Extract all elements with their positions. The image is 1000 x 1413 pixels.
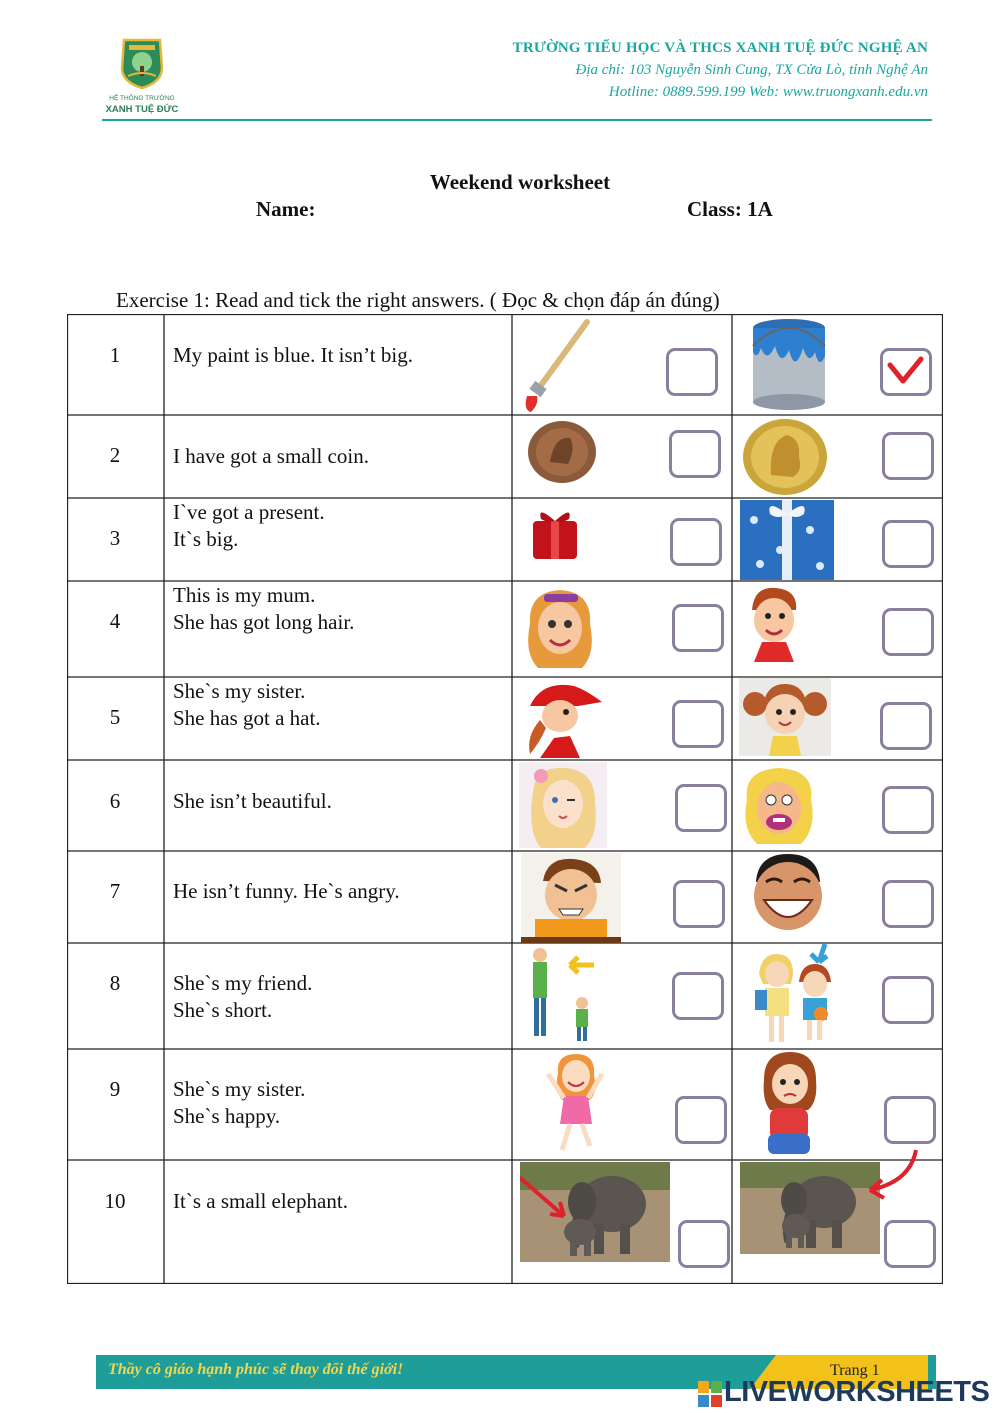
worksheet-title: Weekend worksheet	[429, 170, 611, 194]
boy-short-hair-icon	[742, 584, 804, 662]
logo-caption-top: HỆ THỐNG TRƯỜNG	[109, 95, 175, 102]
answer-checkbox[interactable]	[666, 348, 718, 396]
row-sentence: She`s my sister. She has got a hat.	[173, 679, 321, 730]
row-number: 10	[104, 1189, 126, 1213]
row-sentence: She`s my sister. She`s happy.	[173, 1077, 306, 1128]
big-coin-icon	[741, 417, 829, 497]
row-number: 1	[109, 343, 121, 367]
answer-checkbox[interactable]	[672, 972, 724, 1020]
small-elephant-photo	[520, 1162, 670, 1262]
funny-face-girl-icon	[741, 764, 817, 846]
answer-checkbox[interactable]	[882, 520, 934, 568]
small-coin-icon	[524, 418, 600, 486]
answer-checkbox[interactable]	[882, 880, 934, 928]
row-number: 8	[109, 971, 121, 995]
row-number: 9	[109, 1077, 121, 1101]
answer-checkbox[interactable]	[880, 702, 932, 750]
exercise-instruction: Exercise 1: Read and tick the right answers. ( Đọc & chọn đáp án đúng)	[116, 288, 720, 312]
mum-long-hair-icon	[522, 584, 598, 674]
school-contact: Hotline: 0889.599.199 Web: www.truongxanh.edu.vn	[608, 84, 928, 100]
blue-paint-can-icon	[745, 316, 833, 412]
liveworksheets-logo-icon	[698, 1381, 722, 1407]
answer-checkbox-ticked[interactable]	[880, 348, 932, 396]
row-sentence: My paint is blue. It isn’t big.	[173, 343, 413, 367]
big-present-icon	[740, 500, 834, 580]
answer-checkbox[interactable]	[672, 604, 724, 652]
answer-checkbox[interactable]	[882, 786, 934, 834]
row-sentence: He isn’t funny. He`s angry.	[173, 879, 400, 903]
row-sentence: It`s a small elephant.	[173, 1189, 348, 1213]
answer-checkbox[interactable]	[670, 518, 722, 566]
tall-short-people-icon	[524, 945, 600, 1043]
answer-checkbox[interactable]	[884, 1096, 936, 1144]
answer-checkbox[interactable]	[882, 432, 934, 480]
footer-quote: Thầy cô giáo hạnh phúc sẽ thay đổi thế giới!	[108, 1361, 404, 1378]
row-number: 6	[109, 789, 121, 813]
school-logo	[100, 36, 184, 120]
header-divider	[102, 119, 932, 121]
school-header	[513, 40, 928, 101]
school-address: Địa chỉ: 103 Nguyễn Sinh Cung, TX Cửa Lò, tỉnh Nghệ An	[575, 62, 928, 78]
row-number: 4	[109, 609, 121, 633]
laughing-man-icon	[748, 852, 828, 934]
row-number: 2	[109, 443, 121, 467]
paintbrush-icon	[521, 318, 593, 414]
tick-mark-icon	[883, 351, 929, 393]
sad-girl-icon	[760, 1050, 818, 1160]
row-sentence: I have got a small coin.	[173, 444, 369, 468]
row-number: 7	[109, 879, 121, 903]
small-present-icon	[527, 503, 583, 563]
pretty-girl-icon	[519, 762, 607, 848]
name-label: Name:	[256, 197, 316, 221]
happy-girl-icon	[544, 1050, 606, 1158]
answer-checkbox[interactable]	[675, 1096, 727, 1144]
angry-boy-icon	[521, 853, 621, 943]
answer-checkbox[interactable]	[678, 1220, 730, 1268]
row-sentence: She`s my friend. She`s short.	[173, 971, 313, 1022]
girl-pigtails-icon	[739, 678, 831, 756]
red-arrow-icon	[852, 1146, 920, 1206]
answer-checkbox[interactable]	[673, 880, 725, 928]
row-sentence: I`ve got a present. It`s big.	[173, 500, 325, 551]
class-label: Class: 1A	[687, 197, 773, 221]
row-sentence: This is my mum. She has got long hair.	[173, 583, 355, 634]
two-girls-icon	[751, 944, 841, 1046]
answer-checkbox[interactable]	[669, 430, 721, 478]
answer-checkbox[interactable]	[884, 1220, 936, 1268]
row-number: 3	[109, 526, 121, 550]
answer-checkbox[interactable]	[882, 608, 934, 656]
girl-with-hat-icon	[520, 680, 604, 758]
row-sentence: She isn’t beautiful.	[173, 789, 332, 813]
answer-checkbox[interactable]	[672, 700, 724, 748]
answer-checkbox[interactable]	[882, 976, 934, 1024]
liveworksheets-watermark: LIVEWORKSHEETS	[724, 1376, 990, 1408]
logo-caption-bottom: XANH TUỆ ĐỨC	[105, 104, 179, 115]
page-number: Trang 1	[830, 1362, 880, 1379]
row-number: 5	[109, 705, 121, 729]
answer-checkbox[interactable]	[675, 784, 727, 832]
school-name: TRƯỜNG TIỂU HỌC VÀ THCS XANH TUỆ ĐỨC NGHỆ AN	[512, 40, 928, 56]
